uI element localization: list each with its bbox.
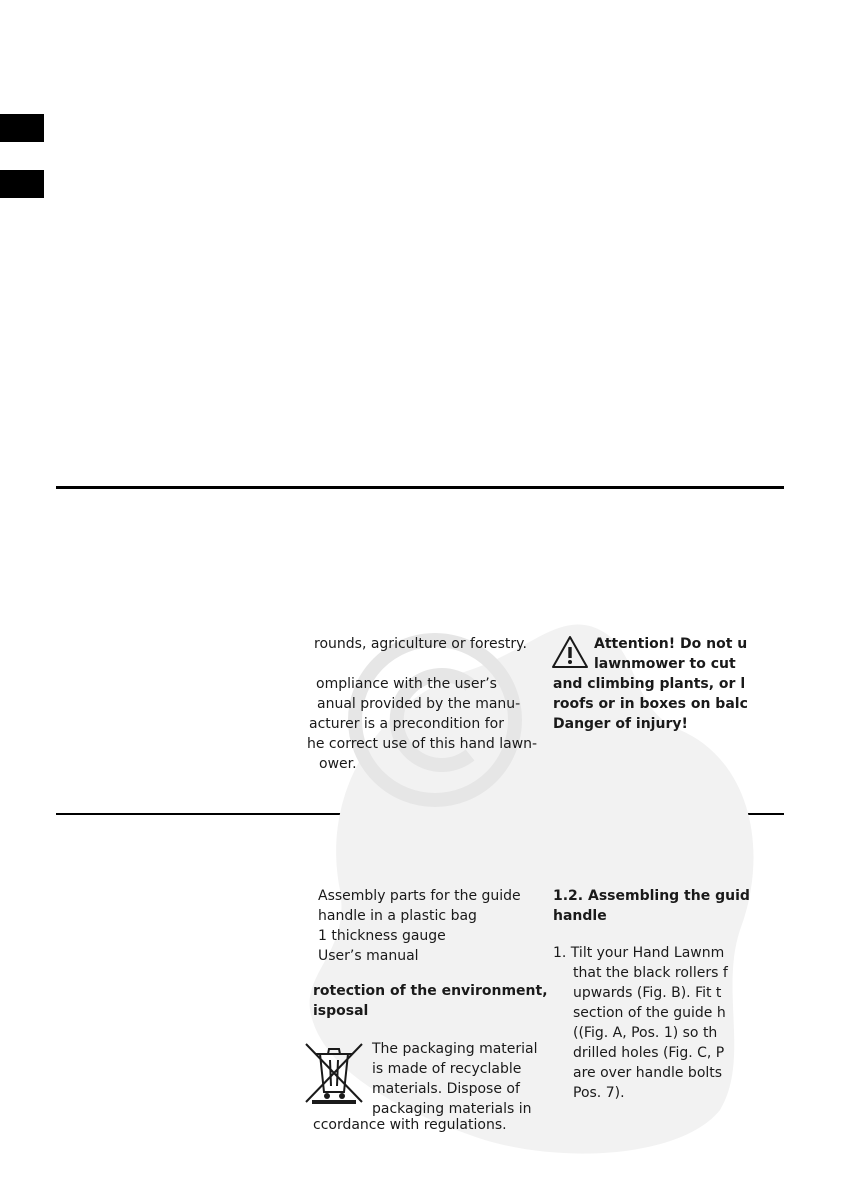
crossed-out-bin-icon (302, 1040, 366, 1106)
heading-line: 1.2. Assembling the guid (553, 888, 750, 904)
environment-text-last (313, 1115, 548, 1135)
list-item: handle in a plastic bag (318, 908, 477, 924)
warning-line: roofs or in boxes on balc (553, 696, 748, 712)
usage-line: ompliance with the user’s (316, 676, 497, 692)
assembly-step (553, 943, 728, 1103)
step-line: ((Fig. A, Pos. 1) so th (573, 1025, 718, 1041)
step-line: section of the guide h (573, 1005, 726, 1021)
env-line: is made of recyclable (372, 1061, 522, 1077)
heading-line: rotection of the environment, (313, 983, 548, 999)
step-line: Pos. 7). (573, 1085, 625, 1101)
assembly-heading (553, 886, 750, 926)
usage-text-column (307, 634, 539, 774)
heading-line: isposal (313, 1003, 369, 1019)
warning-line: and climbing plants, or l (553, 676, 746, 692)
usage-line: acturer is a precondition for (309, 716, 504, 732)
env-line: The packaging material (372, 1041, 538, 1057)
heading-line: handle (553, 908, 607, 924)
warning-text-block (553, 634, 748, 734)
step-line: 1. Tilt your Hand Lawnm (553, 945, 725, 961)
list-item: Assembly parts for the guide (318, 888, 521, 904)
section-divider-top (56, 486, 784, 489)
usage-line: rounds, agriculture or forestry. (314, 636, 527, 652)
step-line: drilled holes (Fig. C, P (573, 1045, 725, 1061)
env-line: packaging materials in (372, 1101, 532, 1117)
usage-line: ower. (319, 756, 357, 772)
parts-list (318, 886, 548, 966)
environment-text (372, 1039, 542, 1119)
usage-line: he correct use of this hand lawn- (307, 736, 538, 752)
side-tab-top (0, 114, 44, 142)
env-line: materials. Dispose of (372, 1081, 520, 1097)
warning-line: Attention! Do not u (594, 636, 748, 652)
environment-heading (313, 981, 548, 1021)
list-item: User’s manual (318, 948, 419, 964)
step-line: that the black rollers f (573, 965, 728, 981)
side-tab-bottom (0, 170, 44, 198)
list-item: 1 thickness gauge (318, 928, 446, 944)
usage-line (307, 654, 539, 674)
step-line: are over handle bolts (573, 1065, 723, 1081)
warning-line: lawnmower to cut (594, 656, 736, 672)
usage-line: anual provided by the manu- (317, 696, 521, 712)
env-line: ccordance with regulations. (313, 1117, 507, 1133)
step-line: upwards (Fig. B). Fit t (573, 985, 722, 1001)
warning-line: Danger of injury! (553, 716, 688, 732)
